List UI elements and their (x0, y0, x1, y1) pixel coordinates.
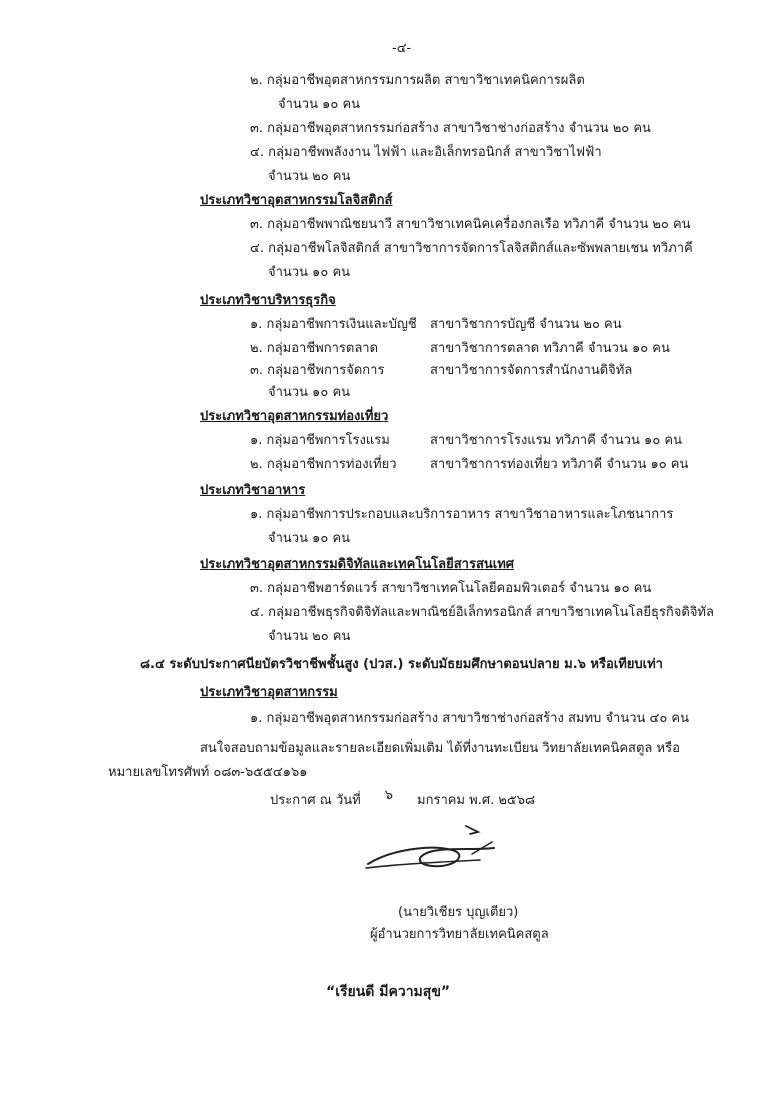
announce-suffix: มกราคม พ.ศ. ๒๕๖๘ (417, 793, 536, 808)
list-item: จำนวน ๑๐ คน (278, 97, 361, 112)
list-item: ๒. กลุ่มอาชีพการตลาด (250, 341, 379, 356)
section-heading-industrial: ประเภทวิชาอุตสาหกรรม (200, 685, 338, 700)
contact-line: สนใจสอบถามข้อมูลและรายละเอียดเพิ่มเติม ได้ที่งานทะเบียน วิทยาลัยเทคนิคสตูล หรือ (200, 741, 680, 756)
list-item: ๑. กลุ่มอาชีพอุตสาหกรรมก่อสร้าง สาขาวิชาช่างก่อสร้าง สมทบ จำนวน ๔๐ คน (250, 711, 690, 726)
list-item: จำนวน ๒๐ คน (268, 169, 351, 184)
list-item: ๑. กลุ่มอาชีพการโรงแรม (250, 433, 390, 448)
list-item-major: สาขาวิชาการจัดการสำนักงานดิจิทัล (430, 363, 633, 378)
section-heading-tourism: ประเภทวิชาอุตสาหกรรมท่องเที่ยว (200, 409, 389, 424)
signer-title: ผู้อำนวยการวิทยาลัยเทคนิคสตูล (370, 927, 549, 942)
signer-name: (นายวิเชียร บุญเตียว) (398, 905, 519, 920)
list-item: จำนวน ๑๐ คน (268, 385, 351, 400)
signature-image (360, 820, 500, 880)
section-heading-business: ประเภทวิชาบริหารธุรกิจ (200, 293, 336, 308)
announce-prefix: ประกาศ ณ วันที่ (270, 793, 361, 808)
list-item: ๒. กลุ่มอาชีพการท่องเที่ยว (250, 457, 397, 472)
list-item: ๓. กลุ่มอาชีพพาณิชยนาวี สาขาวิชาเทคนิคเครื่องกลเรือ ทวิภาคี จำนวน ๒๐ คน (250, 217, 691, 232)
section-heading-food: ประเภทวิชาอาหาร (200, 483, 306, 498)
list-item: ๓. กลุ่มอาชีพอุตสาหกรรมก่อสร้าง สาขาวิชาช่างก่อสร้าง จำนวน ๒๐ คน (250, 121, 651, 136)
announce-date (270, 788, 536, 809)
list-item: ๔. กลุ่มอาชีพโลจิสติกส์ สาขาวิชาการจัดการโลจิสติกส์และซัพพลายเชน ทวิภาคี (250, 241, 693, 256)
list-item: ๒. กลุ่มอาชีพอุตสาหกรรมการผลิต สาขาวิชาเทคนิคการผลิต (250, 73, 585, 88)
list-item-major: สาขาวิชาการตลาด ทวิภาคี จำนวน ๑๐ คน (430, 341, 670, 356)
level-heading: ๘.๔ ระดับประกาศนียบัตรวิชาชีพชั้นสูง (ปวส.) ระดับมัธยมศึกษาตอนปลาย ม.๖ หรือเทียบเท่า (140, 657, 663, 672)
list-item: จำนวน ๒๐ คน (268, 629, 351, 644)
section-heading-digital: ประเภทวิชาอุตสาหกรรมดิจิทัลและเทคโนโลยีสารสนเทศ (200, 557, 515, 572)
list-item: ๓. กลุ่มอาชีพฮาร์ดแวร์ สาขาวิชาเทคโนโลยีคอมพิวเตอร์ จำนวน ๑๐ คน (250, 581, 652, 596)
list-item: ๔. กลุ่มอาชีพธุรกิจดิจิทัลและพาณิชย์อิเล็กทรอนิกส์ สาขาวิชาเทคโนโลยีธุรกิจดิจิทัล (250, 605, 714, 620)
list-item: ๔. กลุ่มอาชีพพลังงาน ไฟฟ้า และอิเล็กทรอนิกส์ สาขาวิชาไฟฟ้า (250, 145, 602, 160)
list-item: ๓. กลุ่มอาชีพการจัดการ (250, 363, 385, 378)
list-item-major: สาขาวิชาการบัญชี จำนวน ๒๐ คน (430, 317, 622, 332)
list-item: จำนวน ๑๐ คน (268, 531, 351, 546)
announce-day: ๖ (384, 788, 393, 803)
contact-phone: หมายเลขโทรศัพท์ ๐๘๓-๖๕๕๔๑๖๑ (108, 765, 308, 780)
list-item: ๑. กลุ่มอาชีพการประกอบและบริการอาหาร สาขาวิชาอาหารและโภชนาการ (250, 507, 674, 522)
list-item-major: สาขาวิชาการท่องเที่ยว ทวิภาคี จำนวน ๑๐ คน (430, 457, 689, 472)
section-heading-logistics: ประเภทวิชาอุตสาหกรรมโลจิสติกส์ (200, 193, 393, 208)
page-number: -๔- (392, 41, 412, 56)
list-item: จำนวน ๑๐ คน (268, 265, 351, 280)
list-item-major: สาขาวิชาการโรงแรม ทวิภาคี จำนวน ๑๐ คน (430, 433, 682, 448)
list-item: ๑. กลุ่มอาชีพการเงินและบัญชี (250, 317, 417, 332)
motto: “เรียนดี มีความสุข” (326, 984, 451, 1000)
